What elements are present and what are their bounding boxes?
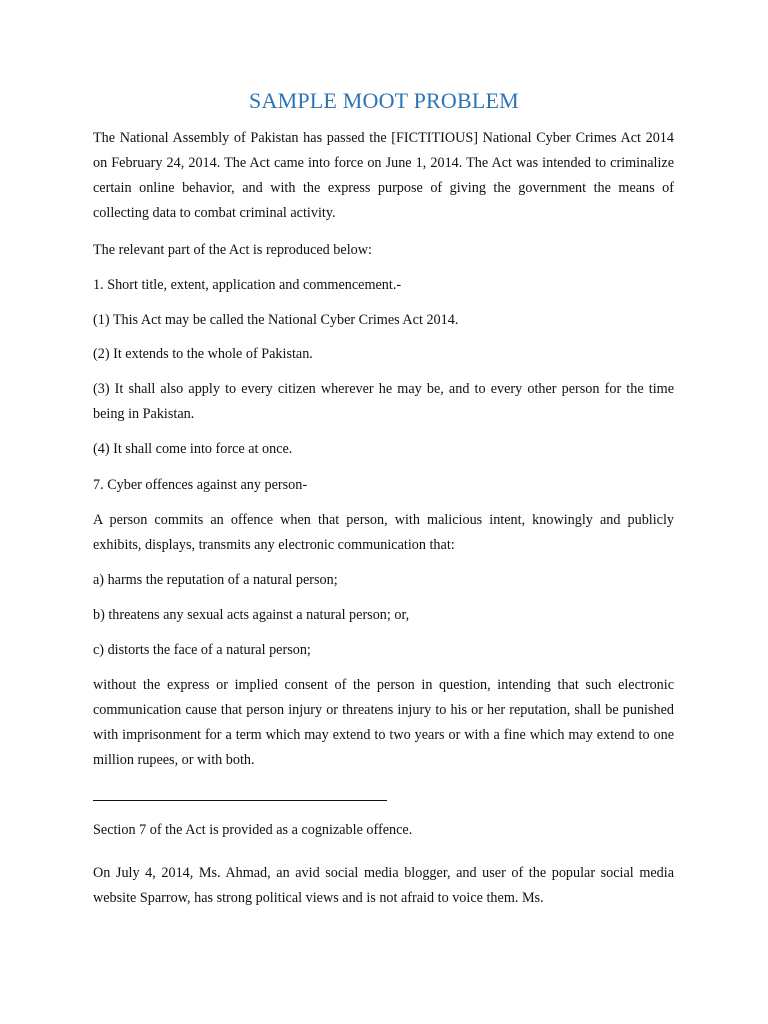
section-7-clause-a: a) harms the reputation of a natural person; (93, 572, 338, 588)
footnote-text: Section 7 of the Act is provided as a cognizable offence. (93, 822, 413, 838)
relevant-part-line: The relevant part of the Act is reproduced below: (93, 242, 372, 258)
facts-paragraph: On July 4, 2014, Ms. Ahmad, an avid social media blogger, and user of the popular social media website Sparrow, has strong political views and is not afraid to voice them. Ms. (93, 865, 674, 906)
document-title: SAMPLE MOOT PROBLEM (249, 88, 519, 113)
section-1-subsection-1: (1) This Act may be called the National Cyber Crimes Act 2014. (93, 312, 459, 328)
section-7-body: A person commits an offence when that person, with malicious intent, knowingly and publicly exhibits, displays, transmits any electronic communication that: (93, 512, 674, 553)
section-1-subsection-3: (3) It shall also apply to every citizen wherever he may be, and to every other person for the time being in Pakistan. (93, 381, 674, 422)
footnote-divider (93, 800, 387, 801)
section-1-subsection-2: (2) It extends to the whole of Pakistan. (93, 346, 313, 362)
section-7-clause-b: b) threatens any sexual acts against a natural person; or, (93, 607, 410, 623)
section-7-clause-c: c) distorts the face of a natural person; (93, 642, 311, 658)
intro-paragraph: The National Assembly of Pakistan has passed the [FICTITIOUS] National Cyber Crimes Act 2014 on February 24, 2014. The Act came into force on June 1, 2014. The Act was intended to criminalize certain online behavior, and with the express purpose of giving the government the means of collecting data to combat criminal activity. (93, 130, 674, 221)
section-1-subsection-4: (4) It shall come into force at once. (93, 441, 293, 457)
section-7-penalty: without the express or implied consent of the person in question, intending that such electronic communication cause that person injury or threatens injury to his or her reputation, shall be punished with imprisonment for a term which may extend to two years or with a fine which may extend to one million rupees, or with both. (93, 677, 674, 768)
section-1-heading: 1. Short title, extent, application and commencement.- (93, 277, 402, 293)
section-7-heading: 7. Cyber offences against any person- (93, 477, 308, 493)
